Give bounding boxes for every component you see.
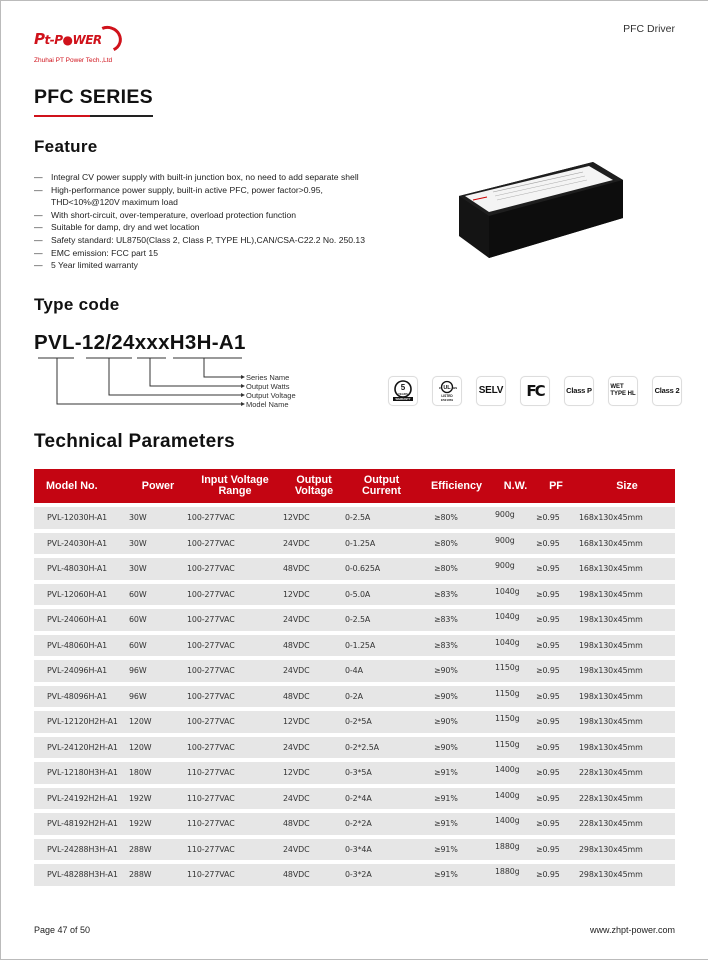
cell-model: PVL-24030H-A1: [34, 533, 129, 555]
cell-size: 168x130x45mm: [576, 558, 675, 580]
bullet-dash: —: [34, 247, 43, 258]
cell-size: 198x130x45mm: [576, 737, 675, 759]
cell-output-voltage: 24VDC: [283, 788, 345, 810]
ul-listed-icon: [432, 376, 462, 406]
cell-pf: ≥0.95: [536, 584, 576, 606]
cell-efficiency: ≥91%: [418, 788, 495, 810]
cell-pf: ≥0.95: [536, 864, 576, 886]
cell-net-weight: 1040g: [495, 584, 536, 606]
cell-size: 198x130x45mm: [576, 686, 675, 708]
header-text: Current: [362, 485, 401, 497]
voltage-connector: [109, 358, 241, 395]
series-title: PFC SERIES: [34, 86, 153, 108]
cell-size: 298x130x45mm: [576, 839, 675, 861]
type-code: PVL-12/24xxxH3H-A1: [34, 331, 246, 354]
cell-power: 120W: [129, 737, 187, 759]
cell-net-weight: 1880g: [495, 839, 536, 861]
header-text: N.W.: [503, 479, 528, 492]
cell-efficiency: ≥80%: [418, 533, 495, 555]
fcc-label: FC: [526, 382, 544, 400]
feature-text: THD<10%@120V maximum load: [51, 197, 178, 208]
feature-item: [34, 184, 365, 197]
cell-net-weight: 1040g: [495, 635, 536, 657]
cell-efficiency: ≥80%: [418, 558, 495, 580]
cell-output-current: 0-3*5A: [345, 762, 418, 784]
cell-efficiency: ≥83%: [418, 635, 495, 657]
cell-input-voltage: 100-277VAC: [187, 584, 283, 606]
selv-icon: [476, 376, 506, 406]
cell-size: 198x130x45mm: [576, 660, 675, 682]
ul-c-mark: c: [439, 386, 441, 390]
model-connector: [57, 358, 241, 404]
type-code-heading: Type code: [34, 295, 120, 314]
table-row: [34, 839, 675, 861]
cell-power: 192W: [129, 813, 187, 835]
cell-output-voltage: 48VDC: [283, 864, 345, 886]
cell-pf: ≥0.95: [536, 839, 576, 861]
title-underline-accent: [34, 115, 90, 117]
cell-size: 198x130x45mm: [576, 711, 675, 733]
cell-size: 198x130x45mm: [576, 635, 675, 657]
cell-efficiency: ≥91%: [418, 762, 495, 784]
cell-size: 228x130x45mm: [576, 788, 675, 810]
wet-type-hl-icon: [608, 376, 638, 406]
cell-net-weight: 1400g: [495, 813, 536, 835]
website-url: www.zhpt-power.com: [589, 925, 675, 935]
page-number: Page 47 of 50: [34, 925, 91, 935]
cell-input-voltage: 100-277VAC: [187, 686, 283, 708]
cell-net-weight: 1040g: [495, 609, 536, 631]
col-header-pf: [536, 469, 576, 503]
cell-power: 60W: [129, 584, 187, 606]
selv-label: SELV: [478, 385, 504, 396]
col-header-size: [576, 469, 675, 503]
company-name: Zhuhai PT Power Tech.,Ltd: [34, 57, 113, 64]
cell-size: 228x130x45mm: [576, 813, 675, 835]
feature-text: 5 Year limited warranty: [51, 260, 138, 271]
cell-size: 228x130x45mm: [576, 762, 675, 784]
feature-text: High-performance power supply, built-in active PFC, power factor>0.95,: [51, 184, 323, 195]
cell-power: 60W: [129, 635, 187, 657]
header-text: Efficiency: [430, 479, 482, 492]
label-series-name: Series Name: [246, 373, 290, 382]
cell-power: 120W: [129, 711, 187, 733]
cell-output-voltage: 48VDC: [283, 686, 345, 708]
ul-file-number: E521059: [440, 398, 454, 402]
cell-output-current: 0-2*5A: [345, 711, 418, 733]
class-p-icon: [564, 376, 594, 406]
cell-model: PVL-24192H2H-A1: [34, 788, 129, 810]
col-header-output-current: [345, 469, 418, 503]
ul-us-mark: us: [453, 386, 458, 390]
cell-input-voltage: 110-277VAC: [187, 813, 283, 835]
class-2-label: Class 2: [654, 386, 680, 395]
header-text: Range: [218, 485, 252, 497]
type-hl-label: TYPE HL: [610, 391, 636, 397]
cell-size: 168x130x45mm: [576, 507, 675, 529]
cell-power: 96W: [129, 660, 187, 682]
cell-output-voltage: 24VDC: [283, 533, 345, 555]
cell-efficiency: ≥90%: [418, 660, 495, 682]
cell-output-current: 0-3*4A: [345, 839, 418, 861]
cell-net-weight: 1880g: [495, 864, 536, 886]
table-row: [34, 533, 675, 555]
table-body: [34, 507, 675, 886]
cell-efficiency: ≥90%: [418, 686, 495, 708]
cell-output-voltage: 12VDC: [283, 711, 345, 733]
cell-pf: ≥0.95: [536, 635, 576, 657]
bullet-dash: —: [34, 209, 43, 220]
cell-output-current: 0-0.625A: [345, 558, 418, 580]
cell-input-voltage: 110-277VAC: [187, 839, 283, 861]
cell-output-voltage: 12VDC: [283, 762, 345, 784]
table-row: [34, 660, 675, 682]
cell-output-current: 0-1.25A: [345, 635, 418, 657]
cell-efficiency: ≥83%: [418, 584, 495, 606]
cell-output-voltage: 48VDC: [283, 813, 345, 835]
cell-efficiency: ≥91%: [418, 839, 495, 861]
cell-net-weight: 900g: [495, 507, 536, 529]
cell-pf: ≥0.95: [536, 737, 576, 759]
cell-net-weight: 900g: [495, 558, 536, 580]
cell-efficiency: ≥80%: [418, 507, 495, 529]
cell-power: 180W: [129, 762, 187, 784]
col-header-nw: [495, 469, 536, 503]
header-text: Output: [296, 474, 332, 486]
table-row: [34, 686, 675, 708]
cell-net-weight: 1400g: [495, 762, 536, 784]
feature-text: EMC emission: FCC part 15: [51, 247, 158, 258]
cell-pf: ≥0.95: [536, 558, 576, 580]
document-category: PFC Driver: [623, 23, 675, 35]
cell-net-weight: 1150g: [495, 711, 536, 733]
cell-output-voltage: 24VDC: [283, 660, 345, 682]
cell-input-voltage: 110-277VAC: [187, 864, 283, 886]
table-row: [34, 788, 675, 810]
cell-output-current: 0-2.5A: [345, 609, 418, 631]
series-connector: [204, 358, 241, 377]
arrow-icon: [241, 384, 245, 388]
cell-power: 96W: [129, 686, 187, 708]
cell-size: 168x130x45mm: [576, 533, 675, 555]
cell-output-voltage: 24VDC: [283, 839, 345, 861]
table-row: [34, 813, 675, 835]
table-row: [34, 864, 675, 886]
cell-power: 60W: [129, 609, 187, 631]
feature-list: [34, 171, 365, 272]
wet-label: WET: [610, 384, 624, 390]
cell-pf: ≥0.95: [536, 788, 576, 810]
cell-input-voltage: 110-277VAC: [187, 788, 283, 810]
product-photo: [453, 158, 633, 268]
feature-text: Integral CV power supply with built-in junction box, no need to add separate shell: [51, 172, 359, 182]
cell-output-current: 0-4A: [345, 660, 418, 682]
cell-input-voltage: 110-277VAC: [187, 762, 283, 784]
feature-item-continuation: [34, 196, 365, 209]
feature-item: [34, 209, 365, 222]
cell-input-voltage: 100-277VAC: [187, 533, 283, 555]
cell-output-current: 0-2A: [345, 686, 418, 708]
feature-text: Suitable for damp, dry and wet location: [51, 222, 200, 233]
arrow-icon: [241, 393, 245, 397]
header-text: Power: [141, 479, 175, 492]
cell-input-voltage: 100-277VAC: [187, 609, 283, 631]
warranty-5-year-icon: [388, 376, 418, 406]
warranty-years-label: YEARS: [398, 392, 408, 396]
logo-main: t-P●WER: [44, 33, 102, 47]
arrow-icon: [241, 375, 245, 379]
cell-pf: ≥0.95: [536, 507, 576, 529]
cell-output-voltage: 24VDC: [283, 609, 345, 631]
cell-model: PVL-48030H-A1: [34, 558, 129, 580]
cell-output-current: 0-5.0A: [345, 584, 418, 606]
cell-output-current: 0-3*2A: [345, 864, 418, 886]
cell-power: 288W: [129, 839, 187, 861]
cell-net-weight: 1150g: [495, 686, 536, 708]
cell-model: PVL-12060H-A1: [34, 584, 129, 606]
label-output-voltage: Output Voltage: [246, 391, 296, 400]
table-row: [34, 635, 675, 657]
cell-output-voltage: 12VDC: [283, 507, 345, 529]
cell-output-current: 0-2*4A: [345, 788, 418, 810]
header-text: Output: [363, 474, 400, 486]
cell-input-voltage: 100-277VAC: [187, 711, 283, 733]
col-header-output-voltage: [283, 469, 345, 503]
cell-output-voltage: 48VDC: [283, 558, 345, 580]
table-row: [34, 609, 675, 631]
bullet-dash: —: [34, 172, 43, 182]
table-row: [34, 762, 675, 784]
cell-power: 192W: [129, 788, 187, 810]
header-text: PF: [549, 479, 563, 492]
feature-item: [34, 247, 365, 260]
cell-pf: ≥0.95: [536, 711, 576, 733]
logo-prefix: P: [34, 30, 45, 48]
fcc-icon: [520, 376, 550, 406]
cell-model: PVL-48192H2H-A1: [34, 813, 129, 835]
cell-model: PVL-24120H2H-A1: [34, 737, 129, 759]
cell-output-current: 0-2*2.5A: [345, 737, 418, 759]
warranty-years: 5: [400, 383, 406, 392]
logo-wordmark: [34, 30, 102, 48]
cell-size: 198x130x45mm: [576, 609, 675, 631]
bullet-dash: —: [34, 184, 43, 195]
cell-output-current: 0-2.5A: [345, 507, 418, 529]
feature-item: [34, 171, 365, 184]
watts-connector: [150, 358, 241, 386]
ul-listed-label: LISTED: [441, 394, 453, 398]
header-text: Input Voltage: [201, 474, 269, 486]
cell-output-current: 0-2*2A: [345, 813, 418, 835]
table-row: [34, 558, 675, 580]
cell-pf: ≥0.95: [536, 660, 576, 682]
cell-output-voltage: 12VDC: [283, 584, 345, 606]
col-header-model: [34, 469, 129, 503]
table-row: [34, 711, 675, 733]
cell-model: PVL-48096H-A1: [34, 686, 129, 708]
cell-pf: ≥0.95: [536, 686, 576, 708]
cell-power: 288W: [129, 864, 187, 886]
arrow-icon: [241, 402, 245, 406]
table-row: [34, 507, 675, 529]
label-output-watts: Output Watts: [246, 382, 290, 391]
cell-model: PVL-24060H-A1: [34, 609, 129, 631]
label-model-name: Model Name: [246, 400, 289, 409]
cell-model: PVL-48288H3H-A1: [34, 864, 129, 886]
table-row: [34, 737, 675, 759]
col-header-power: [129, 469, 187, 503]
feature-heading: Feature: [34, 137, 98, 156]
cell-model: PVL-12180H3H-A1: [34, 762, 129, 784]
cell-net-weight: 1150g: [495, 737, 536, 759]
header-text: Voltage: [294, 485, 334, 497]
cell-pf: ≥0.95: [536, 609, 576, 631]
cell-efficiency: ≥90%: [418, 711, 495, 733]
feature-text: With short-circuit, over-temperature, overload protection function: [51, 209, 297, 220]
technical-parameters-table: [34, 465, 675, 890]
cell-efficiency: ≥91%: [418, 864, 495, 886]
cell-input-voltage: 100-277VAC: [187, 558, 283, 580]
cell-efficiency: ≥83%: [418, 609, 495, 631]
class-2-icon: [652, 376, 682, 406]
technical-parameters-heading: Technical Parameters: [34, 431, 236, 452]
feature-item: [34, 234, 365, 247]
cell-output-voltage: 48VDC: [283, 635, 345, 657]
bullet-dash: —: [34, 234, 43, 245]
cell-net-weight: 900g: [495, 533, 536, 555]
col-header-input-voltage: [187, 469, 283, 503]
cell-model: PVL-12030H-A1: [34, 507, 129, 529]
bullet-dash: —: [34, 222, 43, 233]
wet-type-hl-label: [610, 384, 635, 398]
feature-item: [34, 221, 365, 234]
cell-pf: ≥0.95: [536, 762, 576, 784]
cell-power: 30W: [129, 533, 187, 555]
cell-model: PVL-24288H3H-A1: [34, 839, 129, 861]
cell-power: 30W: [129, 558, 187, 580]
cell-input-voltage: 100-277VAC: [187, 737, 283, 759]
cell-efficiency: ≥91%: [418, 813, 495, 835]
cell-size: 198x130x45mm: [576, 584, 675, 606]
ul-mark: UL: [443, 385, 451, 391]
col-header-efficiency: [418, 469, 495, 503]
cell-net-weight: 1150g: [495, 660, 536, 682]
table-row: [34, 584, 675, 606]
cell-output-current: 0-1.25A: [345, 533, 418, 555]
cell-model: PVL-48060H-A1: [34, 635, 129, 657]
feature-item: [34, 259, 365, 272]
logo-swoosh-icon: [90, 22, 125, 56]
certification-badges: [388, 376, 682, 406]
cell-pf: ≥0.95: [536, 813, 576, 835]
bullet-dash: —: [34, 260, 43, 271]
company-logo: [34, 28, 124, 68]
cell-input-voltage: 100-277VAC: [187, 660, 283, 682]
table-header-row: [34, 469, 675, 503]
header-text: Size: [616, 479, 638, 492]
cell-net-weight: 1400g: [495, 788, 536, 810]
cell-model: PVL-12120H2H-A1: [34, 711, 129, 733]
cell-efficiency: ≥90%: [418, 737, 495, 759]
cell-model: PVL-24096H-A1: [34, 660, 129, 682]
cell-pf: ≥0.95: [536, 533, 576, 555]
class-p-label: Class P: [566, 386, 592, 395]
feature-text: Safety standard: UL8750(Class 2, Class P, TYPE HL),CAN/CSA-C22.2 No. 250.13: [51, 234, 365, 245]
cell-input-voltage: 100-277VAC: [187, 635, 283, 657]
cell-power: 30W: [129, 507, 187, 529]
cell-input-voltage: 100-277VAC: [187, 507, 283, 529]
header-text: Model No.: [46, 479, 98, 492]
title-underline: [34, 115, 153, 117]
warranty-band: WARRANTY: [395, 398, 411, 401]
cell-output-voltage: 24VDC: [283, 737, 345, 759]
cell-size: 298x130x45mm: [576, 864, 675, 886]
